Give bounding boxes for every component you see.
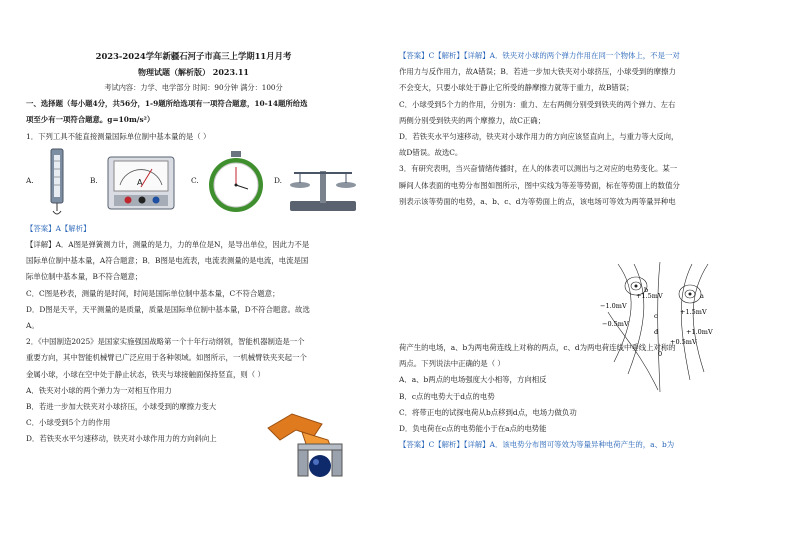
stopwatch-image <box>206 149 266 215</box>
q1-explanation-line: C．C图是秒表，测量的是时间，时间是国际单位制中基本量，C不符合题意； <box>26 288 280 298</box>
q1-option-b-label: B. <box>90 175 98 185</box>
q3-option-a: A．a、b两点的电场强度大小相等，方向相反 <box>399 375 547 385</box>
fig-label-m10: −1.0mV <box>600 302 627 310</box>
q3-option-b: B．c点的电势大于d点的电势 <box>399 391 495 401</box>
q1-explanation-line: D．D图是天平，天平测量的是质量，质量是国际单位制中基本量，D不符合题意。故选 <box>26 304 310 314</box>
question-1: 1．下列工具不能直接测量国际单位制中基本量的是（ ） <box>26 131 211 141</box>
q2-explanation-line: D．若铁夹水平匀速移动，铁夹对小球作用力的方向应该竖直向上，与重力等大反向， <box>399 132 679 142</box>
q2-option-b: B．若进一步加大铁夹对小球挤压，小球受到的摩擦力变大 <box>26 402 217 412</box>
fig-label-m05: −0.5mV <box>602 320 629 328</box>
q3-option-d: D．负电荷在c点的电势能小于在a点的电势能 <box>399 424 547 434</box>
question-3-line: 荷产生的电场，a、b为两电荷连线上对称的两点，c、d为两电荷连线中垂线上对称的 <box>399 343 676 353</box>
question-2-line: 重要方向，其中智能机械臂已广泛应用于各种领域。如图所示，一机械臂铁夹夹起一个 <box>26 353 307 363</box>
balance-scale-image <box>288 157 360 215</box>
left-column <box>26 48 361 448</box>
q1-explanation-line: 际单位制中基本量，B不符合题意； <box>26 272 143 282</box>
fig-label-p15b: +1.5mV <box>680 308 707 316</box>
fig-label-a: a <box>700 292 704 300</box>
question-3-line: 两点。下列说法中正确的是（ ） <box>399 359 505 369</box>
q2-option-c: C．小球受到5个力的作用 <box>26 418 111 428</box>
fig-label-p05: +0.5mV <box>670 338 697 346</box>
q2-explanation-line: 故D错误。故选C。 <box>399 148 463 158</box>
ammeter-image <box>106 155 178 213</box>
q2-option-d: D．若铁夹水平匀速移动，铁夹对小球作用力的方向斜向上 <box>26 434 217 444</box>
spring-scale-image <box>40 147 74 217</box>
exam-title: 2023-2024学年新疆石河子市高三上学期11月月考 <box>95 51 292 61</box>
svg-text:A: A <box>137 177 143 187</box>
q2-answer: 【答案】C【解析】【详解】A．铁夹对小球的两个弹力作用在同一个物体上，不是一对 <box>399 51 680 60</box>
q1-explanation-line: A。 <box>26 321 39 331</box>
q2-explanation-line: C．小球受到5个力的作用，分别为：重力、左右两侧分别受到铁夹的两个弹力、左右 <box>399 99 676 109</box>
fig-label-p15: +1.5mV <box>636 292 663 300</box>
q1-option-c-label: C. <box>191 175 199 185</box>
fig-label-p10: +1.0mV <box>686 328 713 336</box>
question-3-line: 别表示该等势面的电势，a、b、c、d为等势面上的点，该电场可等效为两等量异种电 <box>399 196 676 206</box>
section-heading-cont: 项至少有一项符合题意。g=10m/s²） <box>26 115 155 125</box>
robot-arm-clamp-image <box>262 410 360 492</box>
q1-answer: 【答案】A【解析】 <box>26 223 91 233</box>
q1-explanation-line: 【详解】A．A图是弹簧测力计，测量的是力，力的单位是N，是导出单位，因此力不是 <box>26 240 310 250</box>
question-2-line: 2．《中国制造2025》是国家实施强国战略第一个十年行动纲领，智能机器制造是一个 <box>26 337 305 347</box>
section-heading: 一、选择题（每小题4分，共56分，1-9题所给选项有一项符合题意，10-14题所给选 <box>26 99 308 109</box>
fig-label-b: b <box>644 286 649 294</box>
question-2-line: 金属小球，小球在空中处于静止状态，铁夹与球接触面保持竖直，则（ ） <box>26 369 265 379</box>
q1-images <box>26 147 361 219</box>
equipotential-diagram <box>600 262 726 396</box>
q2-explanation-line: 两侧分别受到铁夹的两个摩擦力，故C正确； <box>399 115 546 125</box>
q2-explanation-line: 作用力与反作用力，故A错误；B．若进一步加大铁夹对小球挤压，小球受到的摩擦力 <box>399 67 676 77</box>
q1-explanation-line: 国际单位制中基本量，A符合题意；B．B图是电流表，电流表测量的是电流，电流是国 <box>26 256 309 266</box>
q3-answer: 【答案】C【解析】【详解】A．该电势分布图可等效为等量异种电荷产生的，a、b为 <box>399 440 675 450</box>
question-3-line: 瞬间人体表面的电势分布图如图所示，图中实线为等差等势面，标在等势面上的数值分 <box>399 180 680 190</box>
q2-option-a: A．铁夹对小球的两个弹力为一对相互作用力 <box>26 385 172 395</box>
q2-explanation-line: 不会变大，只要小球处于静止它所受的静摩擦力就等于重力，故B错误； <box>399 83 634 93</box>
q3-option-c: C．将带正电的试探电荷从b点移到d点，电场力做负功 <box>399 407 577 417</box>
q1-option-d-label: D. <box>274 175 283 185</box>
q2-explanation-line <box>399 48 771 64</box>
q1-option-a-label: A. <box>26 175 34 185</box>
exam-subtitle: 物理试题（解析版） 2023.11 <box>138 67 249 77</box>
exam-meta: 考试内容：力学、电学部分 时间：90分钟 满分：100分 <box>104 83 283 92</box>
question-3-line: 3．有研究表明，当兴奋情绪传播时，在人的体表可以测出与之对应的电势变化。某一 <box>399 164 678 174</box>
fig-label-zero: 0 <box>658 350 663 358</box>
fig-label-d: d <box>654 328 659 336</box>
fig-label-c: c <box>654 312 658 320</box>
